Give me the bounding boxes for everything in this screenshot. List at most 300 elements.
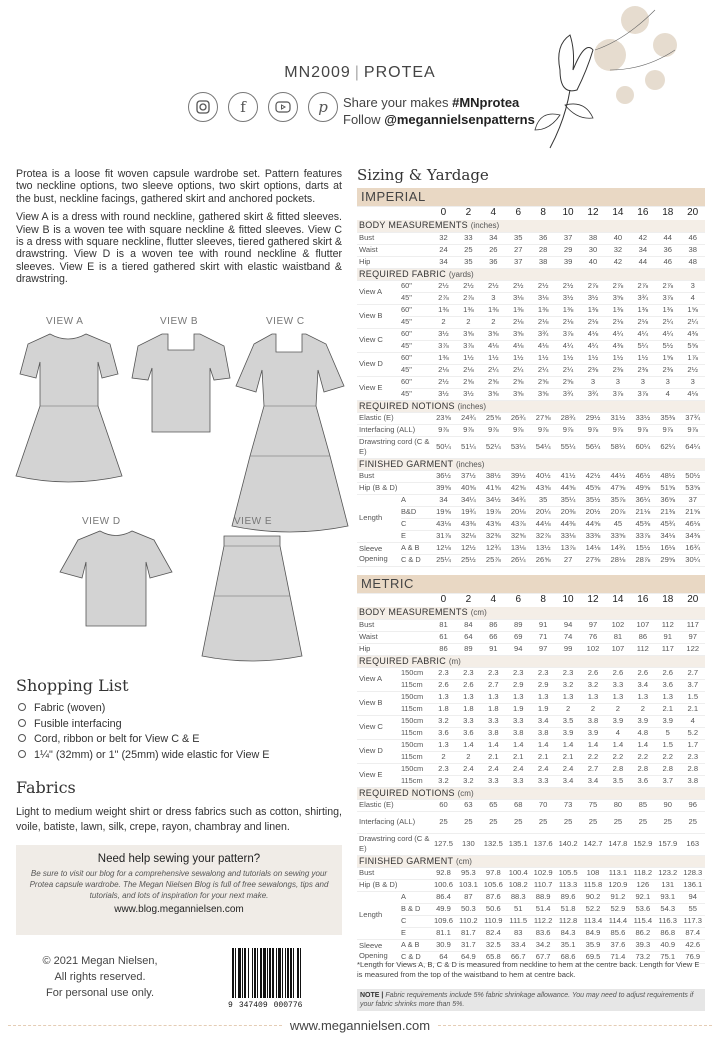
value-cell: 2.3 <box>431 763 456 775</box>
value-cell: 127.5 <box>431 833 456 855</box>
social-icons <box>188 92 338 122</box>
table-row <box>357 903 705 915</box>
row-sub-label: 45" <box>401 340 431 352</box>
view-d-tee <box>60 531 172 626</box>
size-header: 8 <box>540 207 546 219</box>
value-cell: 37 <box>556 232 581 244</box>
value-cell: 36 <box>481 256 506 268</box>
value-cell: 9⅞ <box>605 424 630 436</box>
intro-paragraph: Protea is a loose fit woven capsule wardrobe set. Pattern features two neckline options, two sleeve options, two skirt options, darts at the bust, neckline facings, gathered skirt and anchored pockets. <box>16 168 342 205</box>
section-header-row <box>357 607 705 619</box>
value-cell: 35.9 <box>581 939 606 951</box>
value-cell: 52¼ <box>481 436 506 458</box>
value-cell: 2.6 <box>655 667 680 679</box>
value-cell: 50¼ <box>431 436 456 458</box>
value-cell: 2⅝ <box>531 376 556 388</box>
value-cell: 36¼ <box>630 494 655 506</box>
value-cell: 38 <box>581 232 606 244</box>
value-cell: 44½ <box>605 470 630 482</box>
row-sub-label: E <box>401 927 431 939</box>
table-row <box>357 679 705 691</box>
value-cell: 28⅛ <box>605 554 630 566</box>
size-header: 2 <box>465 207 472 219</box>
row-sub-label: B&D <box>401 506 431 518</box>
value-cell: 122 <box>680 643 705 655</box>
row-sub-label: 45" <box>401 292 431 304</box>
row-label: Waist <box>357 631 431 643</box>
row-sub-label: 45" <box>401 364 431 376</box>
table-row <box>357 494 705 506</box>
row-sub-label: 115cm <box>401 775 431 787</box>
value-cell: 2 <box>605 703 630 715</box>
value-cell: 81.1 <box>431 927 456 939</box>
value-cell: 111.5 <box>506 915 531 927</box>
table-row <box>357 530 705 542</box>
value-cell: 40.9 <box>655 939 680 951</box>
value-cell: 25 <box>581 811 606 833</box>
value-cell: 102.9 <box>531 867 556 879</box>
value-cell: 2¼ <box>655 316 680 328</box>
barcode-bars <box>228 948 330 998</box>
value-cell: 14¾ <box>605 542 630 554</box>
value-cell: 157.9 <box>655 833 680 855</box>
value-cell: 27⅝ <box>531 412 556 424</box>
value-cell: 97 <box>581 619 606 631</box>
value-cell: 40⅝ <box>456 482 481 494</box>
pinterest-icon[interactable]: p <box>308 92 338 122</box>
value-cell: 28⅞ <box>630 554 655 566</box>
pattern-code: MN2009 <box>284 64 351 81</box>
value-cell: 52.2 <box>581 903 606 915</box>
value-cell: 35 <box>506 232 531 244</box>
value-cell: 26¾ <box>506 412 531 424</box>
value-cell: 34 <box>481 232 506 244</box>
value-cell: 89.6 <box>556 891 581 903</box>
row-group-label: View D <box>357 352 401 376</box>
size-header: 16 <box>637 207 649 219</box>
row-label: Waist <box>357 244 431 256</box>
value-cell: 1½ <box>556 352 581 364</box>
value-cell: 5¼ <box>630 340 655 352</box>
value-cell: 2 <box>431 751 456 763</box>
value-cell: 2.3 <box>680 751 705 763</box>
value-cell: 9⅞ <box>481 424 506 436</box>
value-cell: 46½ <box>630 470 655 482</box>
table-row <box>357 727 705 739</box>
value-cell: 2.3 <box>506 667 531 679</box>
views-paragraph: View A is a dress with round neckline, gathered skirt & fitted sleeves. View B is a woven tee with square neckline & fitted sleeves. View C is a dress with square neckline, flutter sleeves, tiered gathered skirt & drawstring. View D is a woven tee with round neckline & flutter sleeves. View E is a tiered gathered skirt with elastic waistband & drawstring. <box>16 211 342 286</box>
value-cell: 51.8 <box>556 903 581 915</box>
value-cell: 116.3 <box>655 915 680 927</box>
value-cell: 32⅛ <box>456 530 481 542</box>
blank-cell <box>357 593 431 607</box>
value-cell: 1½ <box>506 352 531 364</box>
value-cell: 29 <box>556 244 581 256</box>
value-cell: 3.3 <box>506 775 531 787</box>
value-cell: 91 <box>481 643 506 655</box>
row-sub-label: 60" <box>401 304 431 316</box>
protea-flower-illustration <box>515 0 685 150</box>
section-header-row <box>357 268 705 280</box>
table-row <box>357 775 705 787</box>
value-cell: 49.9 <box>431 903 456 915</box>
barcode-bar <box>263 948 266 998</box>
value-cell: 3.5 <box>556 715 581 727</box>
value-cell: 37.6 <box>605 939 630 951</box>
row-sub-label: 115cm <box>401 679 431 691</box>
table-row <box>357 376 705 388</box>
value-cell: 34¼ <box>456 494 481 506</box>
value-cell: 33⅞ <box>630 530 655 542</box>
value-cell: 3.2 <box>456 775 481 787</box>
value-cell: 99 <box>556 643 581 655</box>
section-name: BODY MEASUREMENTS <box>359 607 468 618</box>
row-sub-label: A <box>401 494 431 506</box>
value-cell: 38 <box>531 256 556 268</box>
value-cell: 25 <box>456 811 481 833</box>
row-sub-label: 60" <box>401 328 431 340</box>
value-cell: 3½ <box>556 292 581 304</box>
value-cell: 2.9 <box>506 679 531 691</box>
value-cell: 42 <box>630 232 655 244</box>
view-e-label: VIEW E <box>234 516 273 527</box>
value-cell: 1.8 <box>481 703 506 715</box>
value-cell: 1⅞ <box>680 352 705 364</box>
value-cell: 3 <box>630 376 655 388</box>
value-cell: 88.9 <box>531 891 556 903</box>
value-cell: 40½ <box>531 470 556 482</box>
table-row <box>357 667 705 679</box>
value-cell: 2.1 <box>655 703 680 715</box>
row-label: Bust <box>357 867 431 879</box>
sizes-header-row <box>357 593 705 607</box>
value-cell: 3.6 <box>431 727 456 739</box>
value-cell: 115.4 <box>630 915 655 927</box>
value-cell: 1.9 <box>506 703 531 715</box>
value-cell: 26⅝ <box>531 554 556 566</box>
value-cell: 46 <box>655 256 680 268</box>
value-cell: 2.7 <box>680 667 705 679</box>
value-cell: 1.5 <box>680 691 705 703</box>
value-cell: 3⅛ <box>531 292 556 304</box>
size-header: 2 <box>465 594 472 606</box>
table-row <box>357 542 705 554</box>
value-cell: 2⅛ <box>581 316 606 328</box>
table-row <box>357 703 705 715</box>
row-sub-label: C & D <box>401 554 431 566</box>
value-cell: 20⅛ <box>506 506 531 518</box>
shopping-item: 1¼" (32mm) or 1" (25mm) wide elastic for View E <box>18 748 269 764</box>
value-cell: 66.7 <box>506 951 531 963</box>
value-cell: 26¼ <box>506 554 531 566</box>
value-cell: 44⅝ <box>581 518 606 530</box>
table-row <box>357 280 705 292</box>
value-cell: 44⅝ <box>556 482 581 494</box>
value-cell: 131 <box>655 879 680 891</box>
pattern-name: PROTEA <box>363 64 436 81</box>
value-cell: 33.4 <box>506 939 531 951</box>
value-cell: 12⅛ <box>431 542 456 554</box>
value-cell: 2.1 <box>531 751 556 763</box>
value-cell: 43⅝ <box>481 518 506 530</box>
value-cell: 3.9 <box>556 727 581 739</box>
barcode-digits-left: 347409 <box>238 1001 268 1010</box>
value-cell: 25 <box>506 811 531 833</box>
value-cell: 42 <box>605 256 630 268</box>
value-cell: 39 <box>556 256 581 268</box>
value-cell: 43⅞ <box>506 518 531 530</box>
value-cell: 4 <box>605 727 630 739</box>
table-row <box>357 619 705 631</box>
value-cell: 96 <box>680 799 705 811</box>
value-cell: 25 <box>481 811 506 833</box>
value-cell: 2.2 <box>581 751 606 763</box>
value-cell: 130 <box>456 833 481 855</box>
row-sub-label: A <box>401 891 431 903</box>
value-cell: 3.8 <box>581 715 606 727</box>
value-cell: 1.3 <box>531 691 556 703</box>
length-footnote: *Length for Views A, B, C & D is measured from neckline to hem at the centre back. Length for View E is measured from the top of the waistband to hem at centre back. <box>357 960 700 979</box>
row-label: Interfacing (ALL) <box>357 424 431 436</box>
blog-link[interactable]: www.blog.megannielsen.com <box>114 904 244 915</box>
facebook-icon[interactable]: f <box>228 92 258 122</box>
social-handle[interactable]: @megannielsenpatterns <box>384 112 535 127</box>
row-group-label: View B <box>357 691 401 715</box>
value-cell: 84.9 <box>581 927 606 939</box>
value-cell: 5⅝ <box>680 340 705 352</box>
value-cell: 4⅛ <box>531 340 556 352</box>
title-separator: | <box>354 64 360 81</box>
value-cell: 1½ <box>630 352 655 364</box>
row-group-label: View C <box>357 328 401 352</box>
value-cell: 56¼ <box>581 436 606 458</box>
value-cell: 3.7 <box>680 679 705 691</box>
help-text: Be sure to visit our blog for a comprehensive sewalong and tutorials on sewing your Protea capsule wardrobe. The Megan Nielsen Blog is full of free sewalongs, tips and tutorials, and lots of inspiration for your next make. <box>29 869 329 900</box>
value-cell: 1.3 <box>556 691 581 703</box>
value-cell: 30 <box>581 244 606 256</box>
value-cell: 1⅜ <box>506 304 531 316</box>
value-cell: 2½ <box>431 376 456 388</box>
value-cell: 60¼ <box>630 436 655 458</box>
barcode-bar <box>272 948 274 998</box>
barcode-bar <box>297 948 299 998</box>
help-title: Need help sewing your pattern? <box>97 853 261 865</box>
value-cell: 3⅝ <box>456 328 481 340</box>
value-cell: 48½ <box>655 470 680 482</box>
row-label: Hip (B & D) <box>357 879 431 891</box>
row-sub-label: 150cm <box>401 715 431 727</box>
value-cell: 110.7 <box>531 879 556 891</box>
value-cell: 3½ <box>431 388 456 400</box>
size-header: 16 <box>637 594 649 606</box>
value-cell: 2 <box>456 316 481 328</box>
barcode-bar <box>235 948 236 998</box>
value-cell: 41⅝ <box>481 482 506 494</box>
value-cell: 94 <box>556 619 581 631</box>
barcode-bar <box>257 948 258 998</box>
value-cell: 2⅛ <box>506 316 531 328</box>
value-cell: 54.3 <box>655 903 680 915</box>
value-cell: 25 <box>556 811 581 833</box>
value-cell: 9⅞ <box>531 424 556 436</box>
value-cell: 2.2 <box>605 751 630 763</box>
row-group-label: View A <box>357 667 401 691</box>
table-row <box>357 833 705 855</box>
value-cell: 91.2 <box>605 891 630 903</box>
value-cell: 4⅜ <box>605 340 630 352</box>
value-cell: 4⅛ <box>581 328 606 340</box>
value-cell: 4⅜ <box>680 328 705 340</box>
value-cell: 81.7 <box>456 927 481 939</box>
barcode-bar <box>278 948 281 998</box>
value-cell: 35⅞ <box>605 494 630 506</box>
value-cell: 4¼ <box>655 328 680 340</box>
value-cell: 1½ <box>581 352 606 364</box>
value-cell: 2 <box>481 316 506 328</box>
barcode-bar <box>267 948 268 998</box>
value-cell: 33⅜ <box>581 530 606 542</box>
value-cell: 103.1 <box>456 879 481 891</box>
value-cell: 30¼ <box>680 554 705 566</box>
value-cell: 9⅞ <box>456 424 481 436</box>
value-cell: 53.6 <box>630 903 655 915</box>
value-cell: 4.8 <box>630 727 655 739</box>
value-cell: 45⅝ <box>581 482 606 494</box>
row-sub-label: C <box>401 518 431 530</box>
value-cell: 25 <box>456 244 481 256</box>
youtube-icon[interactable] <box>268 92 298 122</box>
table-row <box>357 927 705 939</box>
table-row <box>357 891 705 903</box>
table-row <box>357 811 705 833</box>
value-cell: 19¾ <box>456 506 481 518</box>
row-group-label: Length <box>357 891 401 939</box>
value-cell: 1.3 <box>655 691 680 703</box>
value-cell: 14⅛ <box>581 542 606 554</box>
value-cell: 136.1 <box>680 879 705 891</box>
value-cell: 3 <box>680 280 705 292</box>
value-cell: 65.8 <box>481 951 506 963</box>
value-cell: 1.5 <box>655 739 680 751</box>
value-cell: 1⅜ <box>431 352 456 364</box>
value-cell: 49⅝ <box>630 482 655 494</box>
value-cell: 51¼ <box>456 436 481 458</box>
shopping-item: Cord, ribbon or belt for View C & E <box>18 732 269 748</box>
value-cell: 13⅞ <box>556 542 581 554</box>
value-cell: 80 <box>605 799 630 811</box>
value-cell: 3½ <box>456 388 481 400</box>
value-cell: 19⅞ <box>481 506 506 518</box>
value-cell: 4¼ <box>556 340 581 352</box>
table-row <box>357 631 705 643</box>
barcode-bar <box>293 948 294 998</box>
value-cell: 35¼ <box>556 494 581 506</box>
value-cell: 2.3 <box>431 667 456 679</box>
value-cell: 43⅝ <box>531 482 556 494</box>
size-header: 4 <box>490 207 497 219</box>
value-cell: 45¾ <box>655 518 680 530</box>
value-cell: 35.1 <box>556 939 581 951</box>
value-cell: 34½ <box>481 494 506 506</box>
value-cell: 5.2 <box>680 727 705 739</box>
size-header: 10 <box>562 207 574 219</box>
value-cell: 75 <box>581 799 606 811</box>
value-cell: 39⅝ <box>431 482 456 494</box>
value-cell: 25 <box>605 811 630 833</box>
barcode-bar <box>285 948 286 998</box>
size-header: 20 <box>687 207 699 219</box>
value-cell: 67.7 <box>531 951 556 963</box>
value-cell: 3¾ <box>531 328 556 340</box>
value-cell: 21⅝ <box>680 506 705 518</box>
value-cell: 2⅛ <box>630 316 655 328</box>
instagram-icon[interactable] <box>188 92 218 122</box>
view-b-tee <box>132 334 230 432</box>
value-cell: 35½ <box>581 494 606 506</box>
value-cell: 91 <box>655 631 680 643</box>
value-cell: 108.2 <box>506 879 531 891</box>
fabrics-heading: Fabrics <box>16 778 76 797</box>
value-cell: 2⅝ <box>506 376 531 388</box>
value-cell: 21⅜ <box>655 506 680 518</box>
row-label: Bust <box>357 232 431 244</box>
value-cell: 120.9 <box>605 879 630 891</box>
value-cell: 1⅜ <box>456 304 481 316</box>
value-cell: 3.6 <box>655 679 680 691</box>
size-header: 0 <box>440 207 447 219</box>
website-link[interactable]: www.megannielsen.com <box>289 1018 431 1033</box>
value-cell: 27 <box>506 244 531 256</box>
value-cell: 16⅛ <box>655 542 680 554</box>
barcode-bar <box>269 948 271 998</box>
value-cell: 3.6 <box>456 727 481 739</box>
value-cell: 55¼ <box>556 436 581 458</box>
value-cell: 86 <box>630 631 655 643</box>
value-cell: 25⅞ <box>481 554 506 566</box>
value-cell: 76.9 <box>680 951 705 963</box>
value-cell: 2.4 <box>456 763 481 775</box>
value-cell: 2⅜ <box>655 364 680 376</box>
value-cell: 62¼ <box>655 436 680 458</box>
row-sub-label: B & D <box>401 903 431 915</box>
value-cell: 33½ <box>630 412 655 424</box>
value-cell: 3.8 <box>531 727 556 739</box>
section-title <box>357 607 705 619</box>
value-cell: 114.4 <box>605 915 630 927</box>
row-group-label: Sleeve Opening <box>357 939 401 963</box>
section-unit: (cm) <box>455 856 472 866</box>
metric-table <box>357 575 705 964</box>
value-cell: 2⅞ <box>456 292 481 304</box>
value-cell: 81 <box>605 631 630 643</box>
value-cell: 38 <box>680 244 705 256</box>
unit-band <box>357 188 705 206</box>
value-cell: 2½ <box>456 280 481 292</box>
row-label: Elastic (E) <box>357 412 431 424</box>
value-cell: 31⅞ <box>431 530 456 542</box>
table-row <box>357 352 705 364</box>
value-cell: 2.1 <box>556 751 581 763</box>
value-cell: 3⅝ <box>506 388 531 400</box>
value-cell: 2.8 <box>605 763 630 775</box>
table-row <box>357 506 705 518</box>
value-cell: 140.2 <box>556 833 581 855</box>
value-cell: 126 <box>630 879 655 891</box>
value-cell: 39½ <box>506 470 531 482</box>
value-cell: 2.4 <box>506 763 531 775</box>
value-cell: 36½ <box>431 470 456 482</box>
barcode-digits-right: 000776 <box>273 1001 303 1010</box>
